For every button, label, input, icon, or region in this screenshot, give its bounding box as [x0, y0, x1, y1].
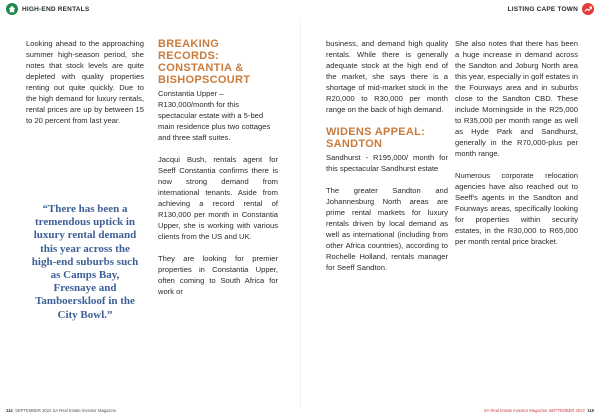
col2-intro: Constantia Upper – R130,000/month for this spectacular estate with a 5-bed main residence plus two cottages and three staff suites. — [158, 89, 271, 142]
column-2 — [158, 38, 278, 308]
column-4 — [455, 38, 578, 258]
pull-quote: “There has been a tremendous uptick in luxury rental demand this year across the high-end suburbs such as Camps Bay, Fresnaye and Tamboerskloof in the City Bowl.” — [31, 203, 139, 321]
trend-up-icon — [582, 3, 594, 15]
section-label-listing-cape-town: LISTING CAPE TOWN — [507, 5, 578, 13]
subheading-widens-appeal: WIDENS APPEAL: SANDTON — [326, 126, 426, 150]
col2-paragraph-1: Jacqui Bush, rentals agent for Seeff Constantia confirms there is now strong demand from international tenants. Aside from achieving a record rental of R130,000 per month in Constantia Upper, she is working with various clients from the US and UK. — [158, 155, 278, 241]
col3-paragraph-1: business, and demand high quality rentals. While there is generally adequate stock at the high end of the market, she says there is a shortage of mid-market stock in the R20,000 to R30,000 per month range on the back of high demand. — [326, 39, 448, 114]
header-right — [508, 3, 594, 15]
column-3 — [326, 38, 448, 284]
footer-right-text: SA Real Estate Investor Magazine SEPTEMBER 2022 — [483, 408, 585, 413]
page-footer — [0, 406, 600, 416]
subheading-breaking-records: BREAKING RECORDS: CONSTANTIA & BISHOPSCOURT — [158, 38, 251, 86]
col4-paragraph-1: She also notes that there has been a huge increase in demand across the Sandton and Joburg North area this year, especially in golf estates in the Fourways area and in suburbs close to the Sandton CBD. These include Morningside in the R25,000 to R35,000 per month range as well as Hyde Park and Sandhurst, generally in the R70,000-plus per month range. — [455, 39, 578, 158]
page-number-left: 114 — [6, 408, 13, 413]
page-spine — [300, 22, 301, 407]
page-header — [0, 3, 600, 19]
header-left — [6, 3, 89, 15]
col3-intro: Sandhurst - R195,000/ month for this spectacular Sandhurst estate — [326, 153, 448, 173]
footer-left — [6, 406, 116, 416]
column-1 — [26, 38, 144, 137]
page-number-right: 115 — [587, 408, 594, 413]
col1-paragraph: Looking ahead to the approaching summer high-season period, she notes that stock levels are quite depleted with quality properties renting out quite quickly. Due to the high demand for luxury rentals, rental prices are up by between 15 to 20 percent from last year. — [26, 39, 144, 125]
section-label-high-end-rentals: HIGH-END RENTALS — [22, 5, 90, 13]
footer-right — [484, 406, 594, 416]
footer-left-text: SEPTEMBER 2022 SA Real Estate Investor Magazine — [15, 408, 117, 413]
col3-paragraph-2: The greater Sandton and Johannesburg North areas are prime rental markets for luxury rentals driven by local demand as well as international (including from other Africa countries), according to Rochelle Holland, rentals manager for Seeff Sandton. — [326, 186, 448, 272]
home-icon — [6, 3, 18, 15]
col2-paragraph-2: They are looking for premier properties in Constantia Upper, often coming to South Africa for work or — [158, 254, 278, 296]
col4-paragraph-2: Numerous corporate relocation agencies have also reached out to Seeff's agents in the Sandton and Fourways areas, specifically looking for properties within security estates, in the R30,000 to R65,000 per month rental price bracket. — [455, 171, 578, 246]
